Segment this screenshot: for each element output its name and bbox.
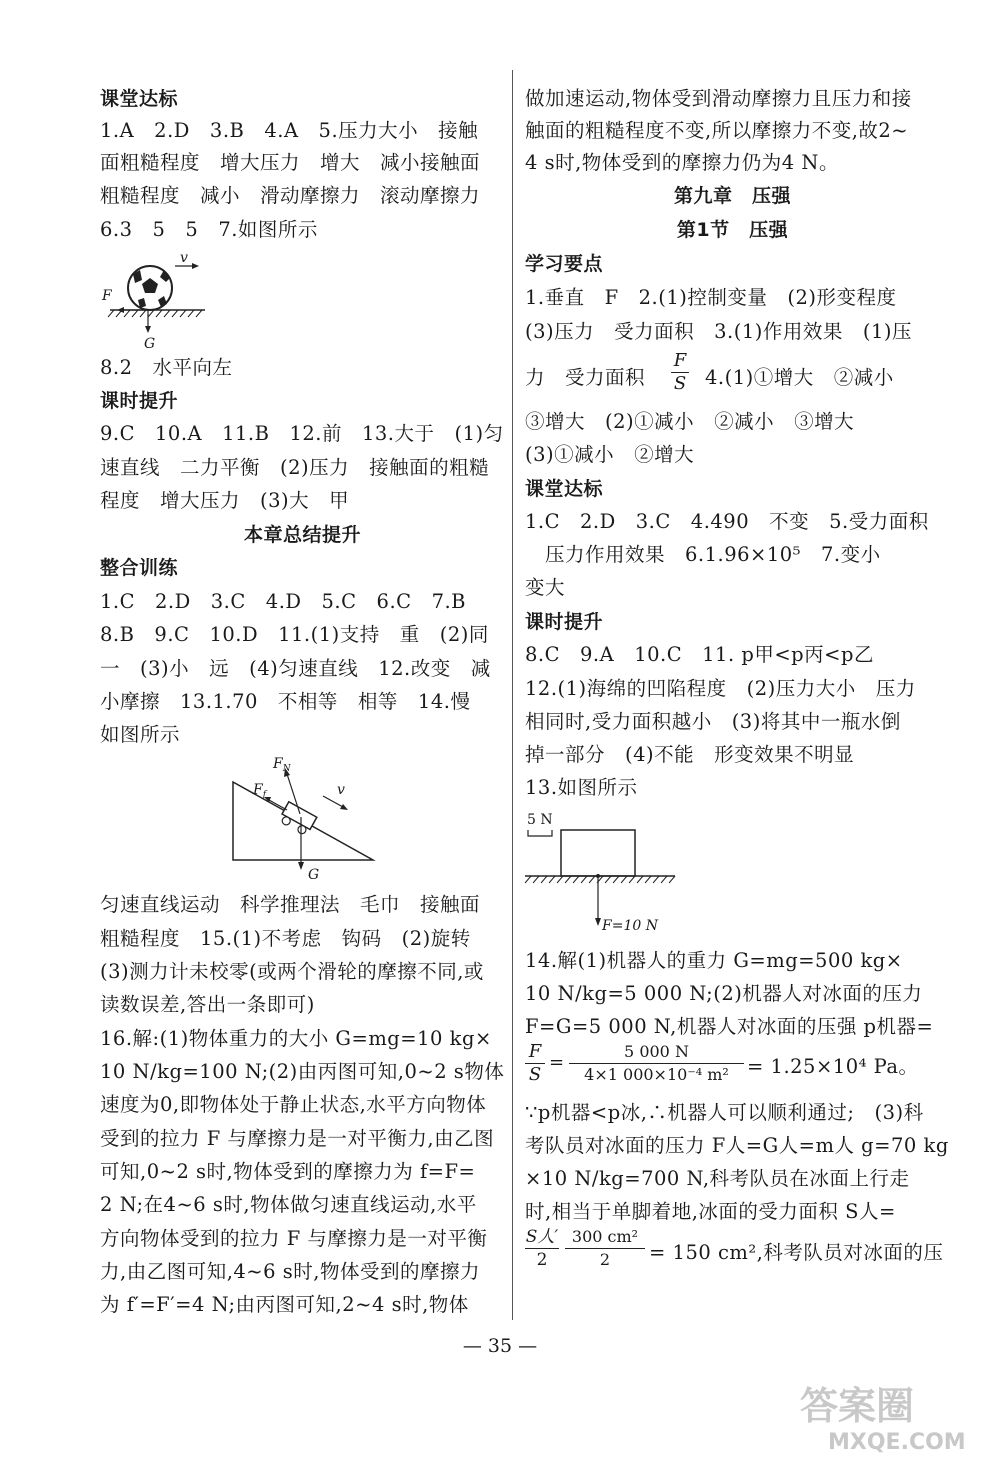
text-line: 6.3 5 5 7.如图所示 bbox=[100, 218, 318, 241]
normal-force-label: $F_N$ bbox=[273, 756, 291, 774]
incline-force-diagram bbox=[225, 752, 385, 882]
text-line: 1.C 2.D 3.C 4.D 5.C 6.C 7.B bbox=[100, 590, 467, 613]
text-line: ×10 N/kg=700 N,科考队员在冰面上行走 bbox=[525, 1167, 910, 1190]
force-label: F=10 N bbox=[602, 918, 658, 934]
text-line: 时,相当于单脚着地,冰面的受力面积 S人= bbox=[525, 1200, 896, 1223]
fraction-area-values: 300 cm² 2 bbox=[565, 1226, 645, 1271]
fraction-area: S人′ 2 bbox=[525, 1227, 559, 1270]
section-heading: 学习要点 bbox=[525, 253, 604, 275]
fraction-pressure: F S bbox=[525, 1041, 545, 1086]
text-line: ③增大 (2)①减小 ②减小 ③增大 bbox=[525, 410, 855, 433]
column-divider bbox=[512, 70, 513, 1320]
text-line: 16.解:(1)物体重力的大小 G=mg=10 kg× bbox=[100, 1027, 492, 1050]
section-heading: 课时提升 bbox=[100, 390, 179, 412]
velocity-label: v bbox=[337, 782, 345, 798]
text-line: 粗糙程度 减小 滑动摩擦力 滚动摩擦力 bbox=[100, 184, 481, 207]
text-line: 10 N/kg=100 N;(2)由丙图可知,0~2 s物体 bbox=[100, 1060, 505, 1083]
friction-label: F bbox=[102, 288, 112, 304]
fraction-pressure-values: 5 000 N 4×1 000×10⁻⁴ m² bbox=[569, 1041, 744, 1086]
text-line: 压力作用效果 6.1.96×10⁵ 7.变小 bbox=[545, 543, 881, 566]
text-line: 4 s时,物体受到的摩擦力仍为4 N。 bbox=[525, 151, 839, 174]
text-line: 1.C 2.D 3.C 4.490 不变 5.受力面积 bbox=[525, 510, 929, 533]
text-line: 读数误差,答出一条即可) bbox=[100, 993, 315, 1016]
text-line: 做加速运动,物体受到滑动摩擦力且压力和接 bbox=[525, 87, 912, 110]
text-line: 程度 增大压力 (3)大 甲 bbox=[100, 489, 350, 512]
text-line: 1.A 2.D 3.B 4.A 5.压力大小 接触 bbox=[100, 119, 479, 142]
section-heading: 课堂达标 bbox=[525, 478, 604, 500]
text-line: 13.如图所示 bbox=[525, 776, 638, 799]
text-line: 8.B 9.C 10.D 11.(1)支持 重 (2)同 bbox=[100, 623, 489, 646]
text-line: 力 受力面积 bbox=[525, 366, 646, 389]
ball-force-diagram bbox=[100, 250, 220, 350]
text-line: 变大 bbox=[525, 576, 566, 599]
text-line: 10 N/kg=5 000 N;(2)机器人对冰面的压力 bbox=[525, 982, 923, 1005]
text-line: 触面的粗糙程度不变,所以摩擦力不变,故2~ bbox=[525, 119, 909, 142]
text-line: 为 f′=F′=4 N;由丙图可知,2~4 s时,物体 bbox=[100, 1293, 469, 1316]
section-heading: 课时提升 bbox=[525, 611, 604, 633]
text-line: 12.(1)海绵的凹陷程度 (2)压力大小 压力 bbox=[525, 677, 916, 700]
watermark-logo bbox=[790, 1375, 1000, 1459]
svg-text:MXQE.COM: MXQE.COM bbox=[828, 1430, 966, 1455]
section-heading: 课堂达标 bbox=[100, 88, 179, 110]
text-line: = 1.25×10⁴ Pa。 bbox=[747, 1055, 919, 1078]
text-line: 4.(1)①增大 ②减小 bbox=[705, 366, 894, 389]
svg-text:答案圈: 答案圈 bbox=[800, 1384, 915, 1428]
text-line: 相同时,受力面积越小 (3)将其中一瓶水倒 bbox=[525, 710, 901, 733]
pressure-force-diagram bbox=[525, 808, 695, 938]
section-title: 第1节 压强 bbox=[676, 219, 789, 241]
text-line: (3)压力 受力面积 3.(1)作用效果 (1)压 bbox=[525, 320, 912, 343]
velocity-label: v bbox=[180, 250, 188, 266]
chapter-title: 第九章 压强 bbox=[673, 185, 791, 207]
text-line: 速度为0,即物体处于静止状态,水平方向物体 bbox=[100, 1093, 487, 1116]
text-line: 掉一部分 (4)不能 形变效果不明显 bbox=[525, 743, 855, 766]
text-line: (3)测力计未校零(或两个滑轮的摩擦不同,或 bbox=[100, 960, 484, 983]
text-line: 匀速直线运动 科学推理法 毛巾 接触面 bbox=[100, 893, 481, 916]
gravity-label: G bbox=[144, 336, 156, 352]
text-line: 2 N;在4~6 s时,物体做匀速直线运动,水平 bbox=[100, 1193, 477, 1216]
text-line: 考队员对冰面的压力 F人=G人=m人 g=70 kg bbox=[525, 1134, 949, 1157]
text-line: 1.垂直 F 2.(1)控制变量 (2)形变程度 bbox=[525, 286, 897, 309]
page-number: — 35 — bbox=[462, 1335, 538, 1357]
chapter-summary-title: 本章总结提升 bbox=[243, 524, 361, 546]
text-line: 受到的拉力 F 与摩擦力是一对平衡力,由乙图 bbox=[100, 1127, 495, 1150]
text-line: 力,由乙图可知,4~6 s时,物体受到的摩擦力 bbox=[100, 1260, 480, 1283]
text-line: 面粗糙程度 增大压力 增大 减小接触面 bbox=[100, 151, 481, 174]
text-line: 速直线 二力平衡 (2)压力 接触面的粗糙 bbox=[100, 456, 490, 479]
text-line: 方向物体受到的拉力 F 与摩擦力是一对平衡 bbox=[100, 1227, 488, 1250]
text-line: 如图所示 bbox=[100, 723, 181, 746]
friction-force-label: $F_f$ bbox=[253, 782, 267, 800]
text-line: 粗糙程度 15.(1)不考虑 钩码 (2)旋转 bbox=[100, 927, 471, 950]
scale-label: 5 N bbox=[527, 812, 553, 828]
text-line: 14.解(1)机器人的重力 G=mg=500 kg× bbox=[525, 949, 903, 972]
text-line: = 150 cm²,科考队员对冰面的压 bbox=[649, 1241, 944, 1264]
text-line: 可知,0~2 s时,物体受到的摩擦力为 f=F= bbox=[100, 1160, 476, 1183]
text-line: F=G=5 000 N,机器人对冰面的压强 p机器= bbox=[525, 1015, 934, 1038]
text-line: 8.2 水平向左 bbox=[100, 356, 233, 379]
text-line: ∵p机器<p冰,∴机器人可以顺利通过; (3)科 bbox=[525, 1101, 924, 1124]
text-line: 一 (3)小 远 (4)匀速直线 12.改变 减 bbox=[100, 657, 491, 680]
text-line: 8.C 9.A 10.C 11. p甲<p丙<p乙 bbox=[525, 643, 874, 666]
text-line: (3)①减小 ②增大 bbox=[525, 443, 695, 466]
gravity-label: G bbox=[308, 867, 320, 883]
fraction-f-over-s: F S bbox=[671, 350, 689, 395]
text-line: 9.C 10.A 11.B 12.前 13.大于 (1)匀 bbox=[100, 422, 504, 445]
section-heading: 整合训练 bbox=[100, 557, 179, 579]
text-line: 小摩擦 13.1.70 不相等 相等 14.慢 bbox=[100, 690, 471, 713]
